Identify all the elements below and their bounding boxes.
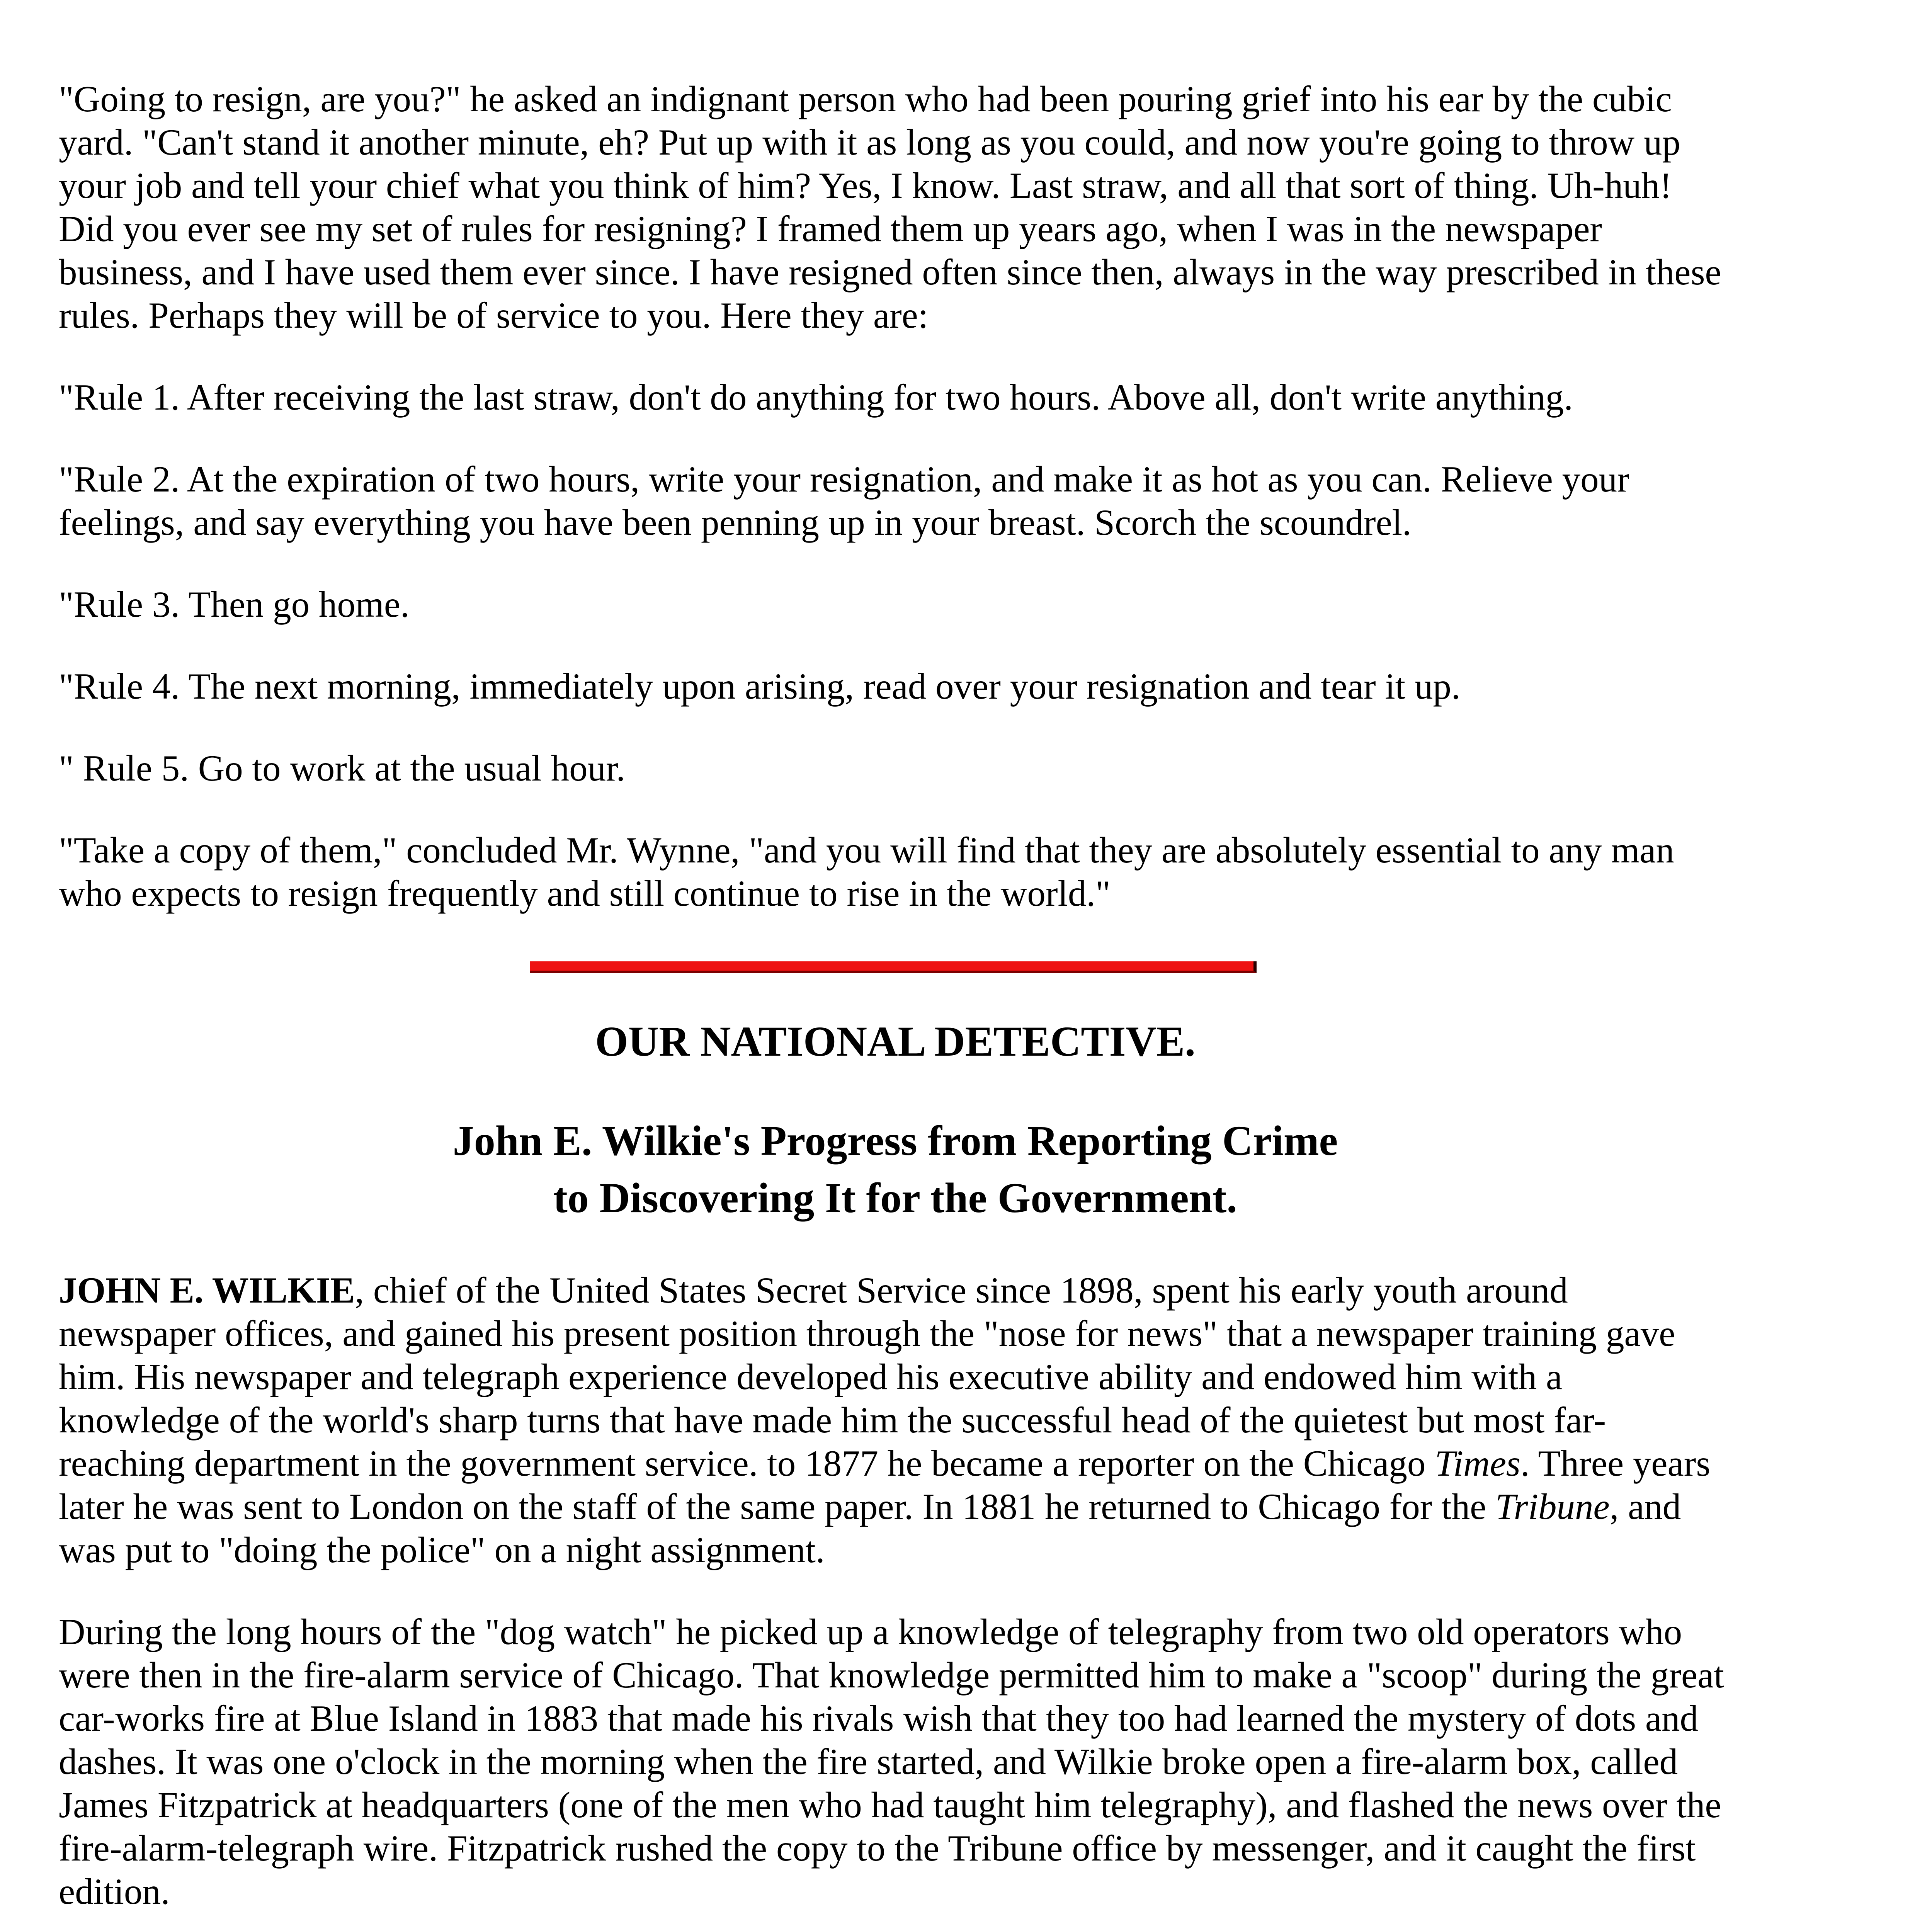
article-paragraph-1	[59, 1269, 1732, 1571]
times-italic: Times	[1435, 1443, 1520, 1484]
rule-1: "Rule 1. After receiving the last straw, don't do anything for two hours. Above all, don't write anything.	[59, 377, 1573, 418]
p1-text-c: , and was put to "doing the police" on a night assignment.	[59, 1486, 1681, 1570]
article-subtitle-line-1: John E. Wilkie's Progress from Reporting Crime	[452, 1117, 1338, 1164]
article-paragraph-2: During the long hours of the "dog watch" he picked up a knowledge of telegraphy from two old operators who were then in the fire-alarm service of Chicago. That knowledge permitted him to make a "scoop" during the great car-works fire at Blue Island in 1883 that made his rivals wish that they too had learned the mystery of dots and dashes. It was one o'clock in the morning when the fire started, and Wilkie broke open a fire-alarm box, called James Fitzpatrick at headquarters (one of the men who had taught him telegraphy), and flashed the news over the fire-alarm-telegraph wire. Fitzpatrick rushed the copy to the Tribune office by messenger, and it caught the first edition.	[59, 1611, 1724, 1912]
red-divider	[530, 961, 1257, 973]
intro-section	[59, 77, 1732, 915]
conclusion-paragraph: "Take a copy of them," concluded Mr. Wynne, "and you will find that they are absolutely essential to any man who expects to resign frequently and still continue to rise in the world."	[59, 830, 1674, 914]
article-subtitle	[59, 1112, 1732, 1226]
tribune-italic: Tribune	[1495, 1486, 1610, 1527]
lead-name: JOHN E. WILKIE	[59, 1270, 355, 1311]
intro-paragraph: "Going to resign, are you?" he asked an indignant person who had been pouring grief into his ear by the cubic yard. "Can't stand it another minute, eh? Put up with it as long as you could, and now you're going to throw up your job and tell your chief what you think of him? Yes, I know. Last straw, and all that sort of thing. Uh-huh! Did you ever see my set of rules for resigning? I framed them up years ago, when I was in the newspaper business, and I have used them ever since. I have resigned often since then, always in the way prescribed in these rules. Perhaps they will be of service to you. Here they are:	[59, 78, 1721, 336]
rule-3: "Rule 3. Then go home.	[59, 584, 410, 625]
p1-text-a: , chief of the United States Secret Service since 1898, spent his early youth around newspaper offices, and gained his present position through the "nose for news" that a newspaper training gave him. His newspaper and telegraph experience developed his executive ability and endowed him with a knowledge of the world's sharp turns that have made him the successful head of the quietest but most far-reaching department in the government service. to 1877 he became a reporter on the Chicago	[59, 1270, 1675, 1484]
rule-2: "Rule 2. At the expiration of two hours, write your resignation, and make it as hot as you can. Relieve your feelings, and say everything you have been penning up in your breast. Scorch the scoundrel.	[59, 459, 1629, 543]
article-body	[59, 1269, 1732, 1932]
p1-text-b: . Three years later he was sent to London on the staff of the same paper. In 1881 he returned to Chicago for the	[59, 1443, 1711, 1527]
rule-5: " Rule 5. Go to work at the usual hour.	[59, 748, 626, 789]
article-subtitle-line-2: to Discovering It for the Government.	[553, 1174, 1237, 1221]
article-title: OUR NATIONAL DETECTIVE.	[595, 1018, 1196, 1065]
rule-4: "Rule 4. The next morning, immediately upon arising, read over your resignation and tear it up.	[59, 666, 1461, 707]
